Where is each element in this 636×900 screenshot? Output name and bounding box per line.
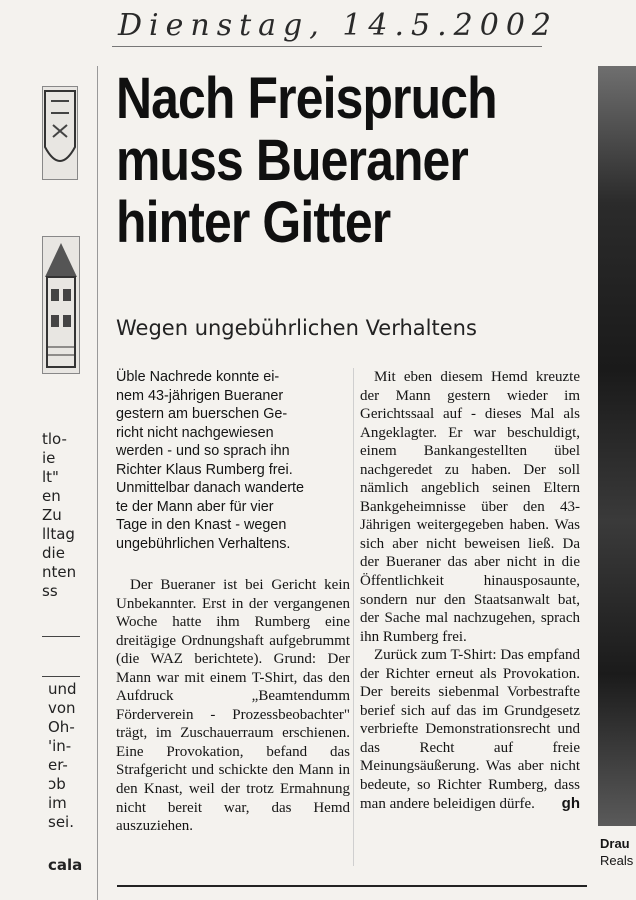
headline-line-2: muss Bueraner bbox=[116, 128, 468, 193]
column-rule-left bbox=[97, 66, 98, 900]
article-column-3 bbox=[360, 368, 580, 813]
left-column-fragment-bottom: cala bbox=[48, 856, 83, 874]
article-lead: Üble Nachrede konnte ei- nem 43-jährigen Bueraner gestern am buerschen Ge- richt nicht nachgewiesen werden - und so sprach ihn Richter Klaus Rumberg frei. Unmittelbar danach wanderte te der Mann aber für vier Tage in den Knast - wegen ungebührlichen Verhaltens. bbox=[116, 369, 304, 552]
left-column-fragment-2: und von Oh- 'in- er- ɔb im sei. bbox=[48, 680, 77, 831]
headline-line-3: hinter Gitter bbox=[116, 190, 391, 255]
article-column-2 bbox=[116, 576, 350, 836]
left-column-fragment-1: tlo- ie lt" en Zu lltag die nten ss bbox=[42, 430, 77, 600]
left-divider-1 bbox=[42, 636, 80, 637]
paragraph-4: Zurück zum T-Shirt: Das empfand der Richter erneut als Provokation. Der bereits siebenmal Vorbestrafte berief sich auf das im Grundgesetz verbriefte Demonstrationsrecht und das Recht auf freie Meinungsäußerung. Was aber nicht bedeute, so Richter Rumberg, dass man andere beleidigen dürfe. gh bbox=[360, 647, 580, 812]
left-divider-2 bbox=[42, 676, 80, 677]
headline bbox=[116, 68, 520, 254]
paragraph-2: Der Bueraner ist bei Gericht kein Unbekannter. Erst in der vergangenen Woche hatte ihm Rumberg eine dreitägige Ordnungshaft aufgebrummt (die WAZ berichtete). Grund: Der Mann war mit einem T-Shirt, das den Aufdruck „Beamtendumm Förderverein - Prozessbeobachter" trägt, im Zuschauerraum erschienen. Eine Provokation, befand das Strafgericht und schickte den Mann in den Knast, weil der trotz Ermahnung nicht bereit war, das Hemd auszuziehen. bbox=[116, 577, 350, 835]
column-divider bbox=[353, 368, 354, 866]
author-signature: gh bbox=[561, 794, 580, 812]
paragraph-3: Mit eben diesem Hemd kreuzte der Mann gestern wieder im Gerichtssaal auf - dieses Mal als Angeklagter. Er war beschuldigt, einem Bankangestellten übel nachgeredet zu haben. Der soll nämlich angeblich seinen Eltern Bankgeheimnisse über den 43-Jährigen weitergegeben haben. Was sich aber nicht beweisen ließ. Da der Bueraner das aber nicht in die Öffentlichkeit hinausposaunte, sondern nur den Staatsanwalt bat, der Sache mal nachzugehen, sprach ihn Rumberg frei. bbox=[360, 369, 580, 645]
handwritten-date: Dienstag, 14.5.2002 bbox=[118, 8, 559, 43]
building-sketch-image bbox=[42, 236, 80, 374]
article-bottom-rule bbox=[117, 885, 587, 887]
photo-caption-1: Drau bbox=[600, 836, 630, 851]
photo-caption-2: Reals bbox=[600, 853, 634, 868]
coat-of-arms-image bbox=[42, 86, 78, 180]
subtitle: Wegen ungebührlichen Verhaltens bbox=[116, 316, 477, 340]
headline-line-1: Nach Freispruch bbox=[116, 66, 497, 131]
date-underline bbox=[112, 46, 542, 47]
adjacent-photo bbox=[598, 66, 636, 826]
